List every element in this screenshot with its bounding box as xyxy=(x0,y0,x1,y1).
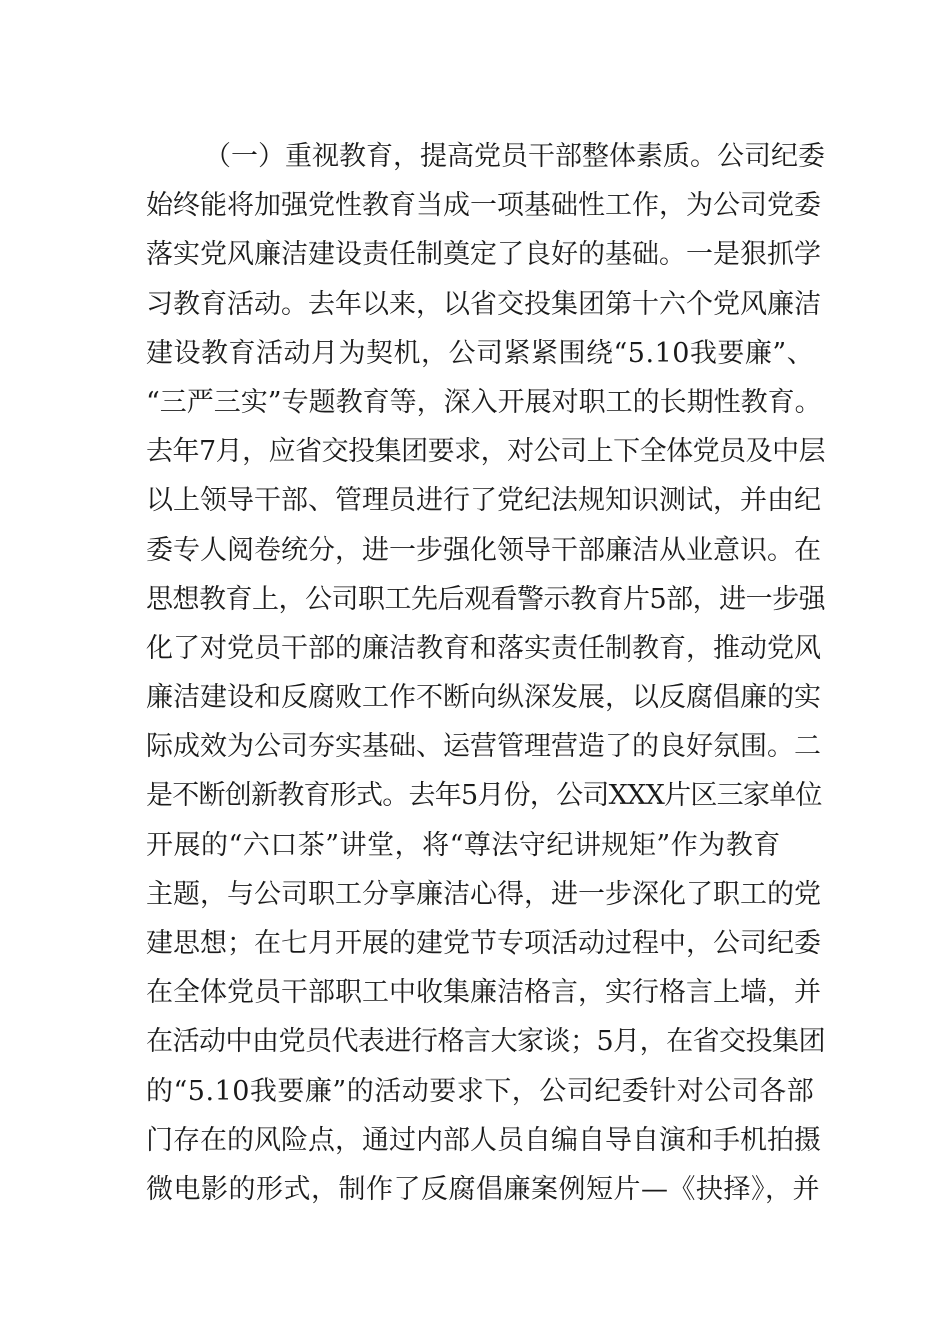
paragraph-line: 廉洁建设和反腐败工作不断向纵深发展，以反腐倡廉的实 xyxy=(146,682,821,714)
paragraph-line: 微电影的形式，制作了反腐倡廉案例短片—《抉择》，并 xyxy=(146,1173,820,1205)
paragraph-line: 门存在的风险点，通过内部人员自编自导自演和手机拍摄 xyxy=(146,1124,821,1156)
paragraph-line: 去年7月，应省交投集团要求，对公司上下全体党员及中层 xyxy=(146,436,826,468)
paragraph-line: 建思想；在七月开展的建党节专项活动过程中，公司纪委 xyxy=(146,928,821,959)
paragraph-line: 在全体党员干部职工中收集廉洁格言，实行格言上墙，并 xyxy=(146,977,821,1009)
paragraph-line: 际成效为公司夯实基础、运营管理营造了的良好氛围。二 xyxy=(146,731,821,763)
paragraph-line: 始终能将加强党性教育当成一项基础性工作，为公司党委 xyxy=(146,190,821,222)
paragraph-line: 开展的“六口茶”讲堂，将“尊法守纪讲规矩”作为教育 xyxy=(146,829,781,861)
paragraph-line: 的“5.10我要廉”的活动要求下，公司纪委针对公司各部 xyxy=(146,1075,815,1107)
paragraph-line: 在活动中由党员代表进行格言大家谈；5月，在省交投集团 xyxy=(146,1026,826,1058)
paragraph-line: 是不断创新教育形式。去年5月份，公司XXX片区三家单位 xyxy=(146,780,822,812)
paragraph-line: 落实党风廉洁建设责任制奠定了良好的基础。一是狠抓学 xyxy=(146,239,821,271)
paragraph-line: “三严三实”专题教育等，深入开展对职工的长期性教育。 xyxy=(146,386,822,418)
paragraph-line: 建设教育活动月为契机，公司紧紧围绕“5.10我要廉”、 xyxy=(146,337,815,369)
paragraph-line: 以上领导干部、管理员进行了党纪法规知识测试，并由纪 xyxy=(146,485,821,517)
paragraph-line: 化了对党员干部的廉洁教育和落实责任制教育，推动党风 xyxy=(146,632,821,664)
paragraph-line: 习教育活动。去年以来，以省交投集团第十六个党风廉洁 xyxy=(146,288,821,320)
paragraph-line: 思想教育上，公司职工先后观看警示教育片5部，进一步强 xyxy=(146,583,826,615)
paragraph-line: 委专人阅卷统分，进一步强化领导干部廉洁从业意识。在 xyxy=(146,534,821,566)
paragraph-line: （一）重视教育，提高党员干部整体素质。公司纪委 xyxy=(204,141,825,172)
paragraph-line: 主题，与公司职工分享廉洁心得，进一步深化了职工的党 xyxy=(146,878,821,910)
body-paragraph xyxy=(146,132,826,1214)
